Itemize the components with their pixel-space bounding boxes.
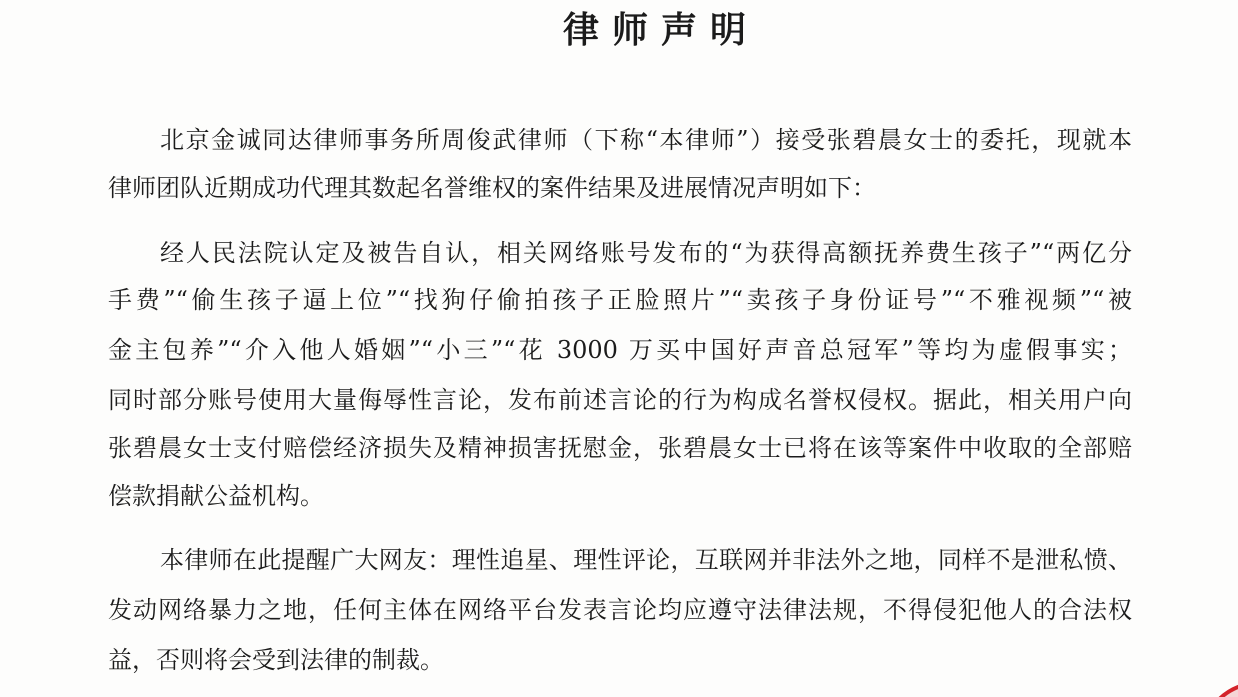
paragraph-line: 律师团队近期成功代理其数起名誉维权的案件结果及进展情况声明如下：	[108, 174, 876, 202]
paragraph-line: 北京金诚同达律师事务所周俊武律师（下称“本律师”）接受张碧晨女士的委托，现就本	[160, 126, 1132, 154]
paragraph-line: 本律师在此提醒广大网友：理性追星、理性评论，互联网并非法外之地，同样不是泄私愤、	[160, 546, 1132, 574]
paragraph-line: 手费”“偷生孩子逼上位”“找狗仔偷拍孩子正脸照片”“卖孩子身份证号”“不雅视频”“被	[108, 286, 1132, 314]
seal-stamp-icon	[1200, 681, 1238, 697]
paragraph-line: 金主包养”“介入他人婚姻”“小三”“花 3000 万买中国好声音总冠军”等均为虚假事实；	[108, 336, 1132, 364]
seal-stamp	[1194, 677, 1238, 697]
paragraph-line: 张碧晨女士支付赔偿经济损失及精神损害抚慰金，张碧晨女士已将在该等案件中收取的全部赔	[108, 434, 1132, 462]
paragraph-line: 发动网络暴力之地，任何主体在网络平台发表言论均应遵守法律法规，不得侵犯他人的合法权	[108, 596, 1132, 624]
document-title: 律师声明	[563, 9, 760, 51]
paragraph-line: 经人民法院认定及被告自认，相关网络账号发布的“为获得高额抚养费生孩子”“两亿分	[160, 239, 1132, 267]
paragraph-line: 偿款捐献公益机构。	[108, 482, 324, 510]
paragraph-line: 益，否则将会受到法律的制裁。	[108, 646, 444, 674]
paragraph-line: 同时部分账号使用大量侮辱性言论，发布前述言论的行为构成名誉权侵权。据此，相关用户向	[108, 386, 1132, 414]
